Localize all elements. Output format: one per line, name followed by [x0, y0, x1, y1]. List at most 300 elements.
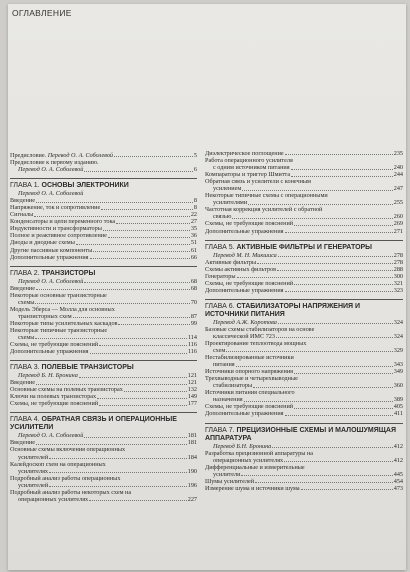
toc-entry — [205, 382, 403, 389]
toc-entry — [205, 340, 403, 347]
leader-dots — [101, 209, 193, 210]
leader-dots — [99, 405, 187, 406]
book-page — [8, 4, 406, 570]
toc-entry — [10, 299, 197, 306]
page-number: 329 — [393, 347, 403, 355]
toc-entry — [10, 386, 197, 393]
entry-title — [205, 485, 300, 492]
page-number: 473 — [393, 484, 403, 492]
leader-dots — [248, 204, 393, 205]
page-number: 244 — [393, 171, 403, 179]
page-number: 61 — [190, 246, 197, 254]
toc-entry — [205, 220, 403, 227]
page-number: 235 — [393, 150, 403, 157]
entry-title — [205, 354, 294, 361]
toc-entry — [205, 192, 403, 199]
chapter-title: ТРАНЗИСТОРЫ — [41, 269, 96, 277]
leader-dots — [34, 216, 189, 217]
leader-dots — [36, 384, 187, 385]
entry-text: схемы — [18, 298, 35, 306]
entry-title — [205, 266, 276, 273]
entry-text: усилителями — [213, 199, 248, 207]
chapter-title: ПРЕЦИЗИОННЫЕ СХЕМЫ И МАЛОШУМЯЩАЯ АППАРАТУРА — [205, 426, 396, 442]
toc-entry — [205, 403, 403, 410]
entry-text: Схемы, не требующие пояснений — [205, 279, 294, 287]
translator-name: Перевод О. А. Соболевой — [18, 190, 84, 198]
page-number: 114 — [187, 333, 197, 341]
leader-dots — [277, 270, 393, 271]
entry-text: Некоторые типичные транзисторные — [10, 326, 108, 334]
page-number: 121 — [187, 379, 197, 387]
page-number: 349 — [393, 368, 403, 376]
chapter-label: ГЛАВА 3. — [10, 364, 42, 372]
toc-entry — [205, 485, 403, 492]
page-number: 278 — [393, 251, 403, 259]
entry-title — [10, 461, 106, 468]
entry-title — [10, 292, 107, 299]
entry-title — [205, 389, 295, 396]
toc-entry — [205, 396, 403, 403]
page-number: 227 — [187, 495, 197, 503]
entry-text: Напряжение, ток и сопротивление — [10, 204, 101, 212]
entry-text: Сигналы — [10, 211, 34, 219]
entry-text: усилители — [213, 470, 241, 478]
leader-dots — [84, 171, 193, 172]
leader-dots — [99, 345, 187, 346]
page-number: 445 — [393, 470, 403, 478]
entry-title — [205, 157, 293, 164]
entry-title — [205, 206, 322, 213]
chapter-heading — [10, 266, 197, 278]
chapter-title: ОБРАТНАЯ СВЯЗЬ И ОПЕРАЦИОННЫЕ УСИЛИТЕЛИ — [10, 416, 177, 432]
toc-entry — [205, 259, 403, 266]
page-number: 288 — [393, 265, 403, 273]
show-through-text — [158, 6, 404, 116]
leader-dots — [114, 156, 193, 157]
page-number: 87 — [190, 312, 197, 320]
entry-text: Введение — [10, 379, 35, 387]
leader-dots — [79, 377, 187, 378]
page-number: 412 — [393, 442, 403, 450]
entry-title — [10, 454, 48, 461]
leader-dots — [276, 337, 393, 338]
page-number: 68 — [190, 284, 197, 292]
entry-title — [205, 403, 293, 410]
entry-title — [205, 228, 284, 235]
toc-entry — [10, 482, 197, 489]
leader-dots — [49, 458, 187, 459]
toc-entry — [10, 461, 197, 468]
page-number: 5 — [193, 152, 197, 159]
entry-title — [10, 197, 35, 204]
entry-title — [205, 287, 284, 294]
entry-title — [10, 211, 33, 218]
entry-title — [10, 313, 72, 320]
entry-text: Конденсаторы и цепи переменного тока — [10, 218, 116, 226]
entry-title — [10, 152, 113, 159]
toc-entry — [10, 475, 197, 482]
toc-entry — [205, 354, 403, 361]
entry-title — [205, 347, 225, 354]
leader-dots — [76, 244, 190, 245]
entry-text: Шумы усилителей — [205, 477, 255, 485]
page-number: 121 — [187, 372, 197, 380]
entry-title — [205, 199, 247, 206]
entry-text: Основные схемы включения операционных — [10, 446, 126, 454]
entry-text: Подробный анализ работы операционных — [10, 474, 121, 482]
entry-text: Предисловие. — [10, 152, 48, 159]
leader-dots — [291, 176, 393, 177]
page-number: 255 — [393, 199, 403, 207]
entry-text: Схемы активных фильтров — [205, 265, 277, 273]
toc-entry — [205, 326, 403, 333]
entry-title — [10, 327, 107, 334]
toc-entry — [10, 468, 197, 475]
page-number: 51 — [190, 239, 197, 247]
page-number: 271 — [393, 227, 403, 235]
entry-title — [205, 478, 254, 485]
toc-entry — [205, 273, 403, 280]
entry-text: Работа операционного усилителя — [205, 157, 293, 165]
entry-text: Некоторые типы усилительных каскадов — [10, 319, 118, 327]
leader-dots — [36, 289, 190, 290]
page-number: 99 — [190, 319, 197, 327]
entry-title — [10, 379, 35, 386]
entry-text: назначения — [213, 396, 243, 404]
translator-line — [205, 319, 403, 326]
entry-translator: Перевод О. А. Соболевой — [47, 152, 114, 159]
leader-dots — [49, 486, 187, 487]
entry-text: Предисловие к первому изданию. — [10, 159, 99, 167]
toc-entry — [205, 457, 403, 464]
entry-title — [205, 368, 293, 375]
entry-title — [205, 150, 284, 157]
toc-entry — [205, 228, 403, 235]
leader-dots — [232, 218, 392, 219]
toc-entry — [205, 199, 403, 206]
toc-entry — [205, 375, 403, 382]
chapter-title: ПОЛЕВЫЕ ТРАНЗИСТОРЫ — [41, 364, 134, 372]
page-number: 181 — [187, 439, 197, 447]
page-number: 360 — [393, 382, 403, 390]
toc-entry — [205, 164, 403, 171]
entry-text: стабилизаторы — [213, 382, 253, 390]
toc-entry — [10, 197, 197, 204]
toc-entry — [10, 489, 197, 496]
toc-entry — [10, 306, 197, 313]
entry-title — [10, 218, 115, 225]
page-number: 190 — [187, 467, 197, 475]
entry-text: Генераторы — [205, 272, 236, 280]
entry-text: усилителей — [18, 453, 49, 461]
translator-name: Перевод Б. Н. Бронина — [18, 372, 78, 380]
entry-title — [205, 375, 298, 382]
page-number: 36 — [190, 232, 197, 240]
toc-entry — [10, 348, 197, 355]
entry-text: Базовые схемы стабилизаторов на основе — [205, 325, 315, 333]
page-number: 240 — [393, 164, 403, 172]
entry-text: усилением — [213, 185, 242, 193]
entry-text: Дополнительные упражнения — [205, 227, 284, 235]
entry-text: Схемы, не требующие пояснений — [10, 400, 99, 408]
toc-entry — [10, 379, 197, 386]
page-number: 260 — [393, 213, 403, 221]
entry-text: Дополнительные упражнения — [205, 286, 284, 294]
entry-title — [205, 340, 306, 347]
toc-entry — [205, 478, 403, 485]
entry-text: классической ИМС 723 — [213, 332, 275, 340]
page-number: 412 — [393, 456, 403, 464]
entry-title — [205, 178, 311, 185]
leader-dots — [278, 256, 393, 257]
entry-title — [10, 386, 123, 393]
toc-entry — [205, 185, 403, 192]
entry-title — [205, 396, 243, 403]
chapter-label: ГЛАВА 1. — [10, 182, 42, 190]
toc-entry — [10, 211, 197, 218]
page-number: 35 — [190, 225, 197, 233]
leader-dots — [108, 237, 190, 238]
entry-text: Схемы, не требующие пояснений — [205, 403, 294, 411]
entry-text: Подробный анализ работы некоторых схем на — [10, 488, 132, 496]
entry-translator: Перевод О. А. Соболевой — [18, 166, 84, 174]
toc-right-column — [205, 150, 403, 492]
toc-entry — [10, 254, 197, 261]
entry-title — [205, 273, 236, 280]
chapter-heading — [205, 299, 403, 319]
toc-entry — [10, 166, 197, 173]
translator-line — [10, 190, 197, 197]
translator-name: Перевод М. Н. Микшиса — [213, 251, 277, 259]
leader-dots — [244, 401, 393, 402]
translator-name: Перевод А.Ж. Коротова — [213, 318, 277, 326]
toc-entry — [10, 320, 197, 327]
leader-dots — [255, 482, 393, 483]
toc-entry — [205, 471, 403, 478]
leader-dots — [226, 351, 392, 352]
entry-title — [10, 247, 92, 254]
page-number: 269 — [393, 220, 403, 228]
leader-dots — [285, 154, 393, 155]
entry-title — [205, 333, 275, 340]
leader-dots — [242, 190, 392, 191]
entry-text: Дополнительные упражнения — [205, 410, 284, 418]
toc-entry — [10, 446, 197, 453]
entry-title — [10, 159, 99, 166]
leader-dots — [301, 489, 393, 490]
chapter-title: АКТИВНЫЕ ФИЛЬТРЫ И ГЕНЕРАТОРЫ — [236, 243, 373, 251]
translator-line — [10, 278, 197, 285]
toc-left-column — [10, 152, 197, 503]
entry-text: Схемы, не требующие пояснений — [10, 341, 99, 349]
toc-entry — [205, 389, 403, 396]
entry-title — [10, 393, 96, 400]
entry-title — [10, 334, 34, 341]
entry-title — [205, 326, 314, 333]
entry-text: операционных усилителях — [213, 456, 284, 464]
chapter-heading — [205, 240, 403, 252]
chapter-label: ГЛАВА 5. — [205, 243, 237, 251]
entry-title — [205, 185, 241, 192]
leader-dots — [257, 263, 393, 264]
leader-dots — [278, 323, 393, 324]
page-number: 8 — [193, 197, 197, 205]
leader-dots — [84, 437, 186, 438]
toc-entry — [10, 152, 197, 159]
toc-entry — [205, 347, 403, 354]
entry-title — [10, 204, 100, 211]
toc-entry — [10, 496, 197, 503]
toc-entry — [205, 333, 403, 340]
entry-text: Проектирование теплоотвода мощных — [205, 339, 307, 347]
entry-text: Разработка прецизионной аппаратуры на — [205, 449, 314, 457]
entry-title — [10, 496, 88, 503]
leader-dots — [253, 387, 393, 388]
leader-dots — [36, 202, 193, 203]
toc-entry — [10, 334, 197, 341]
page-number: 321 — [393, 279, 403, 287]
translator-line — [10, 372, 197, 379]
translator-name: Перевод О. А. Соболевой — [18, 432, 84, 440]
leader-dots — [35, 303, 189, 304]
toc-entry — [205, 410, 403, 417]
page-number: 389 — [393, 396, 403, 404]
entry-text: Источники опорного напряжения — [205, 368, 294, 376]
leader-dots — [241, 475, 392, 476]
page-number: 181 — [187, 432, 197, 440]
toc-entry — [205, 157, 403, 164]
entry-title — [205, 457, 283, 464]
entry-text: Диоды и диодные схемы — [10, 239, 75, 247]
chapter-heading — [10, 360, 197, 372]
leader-dots — [285, 232, 393, 233]
entry-title — [205, 471, 240, 478]
leader-dots — [89, 500, 187, 501]
leader-dots — [90, 258, 190, 259]
entry-title — [10, 320, 117, 327]
leader-dots — [284, 461, 393, 462]
toc-entry — [10, 159, 197, 166]
page-number: 8 — [193, 204, 197, 212]
entry-text: Некоторые типичные схемы с операционными — [205, 192, 328, 200]
entry-text: Модель Эберса — Молла для основных — [10, 305, 115, 313]
page-number: 116 — [187, 348, 197, 356]
page-number: 116 — [187, 341, 197, 349]
toc-entry — [205, 150, 403, 157]
entry-title — [10, 468, 48, 475]
page-number: 6 — [193, 166, 197, 174]
page-number: 343 — [393, 361, 403, 369]
entry-title — [10, 489, 131, 496]
toc-entry — [10, 292, 197, 299]
toc-entry — [205, 361, 403, 368]
entry-text: Дифференциальные и измерительные — [205, 463, 305, 471]
leader-dots — [84, 282, 189, 283]
chapter-heading — [10, 178, 197, 190]
toc-entry — [205, 368, 403, 375]
entry-title — [205, 213, 231, 220]
entry-text: Компараторы и триггер Шмитта — [205, 171, 291, 179]
toc-entry — [10, 239, 197, 246]
leader-dots — [35, 338, 187, 339]
entry-title — [10, 306, 115, 313]
leader-dots — [93, 251, 190, 252]
entry-text: Индуктивности и трансформаторы — [10, 225, 102, 233]
page-number: 68 — [190, 277, 197, 285]
page-number: 177 — [187, 400, 197, 408]
entry-title — [10, 232, 107, 239]
entry-text: усилителях — [18, 467, 49, 475]
entry-text: Дополнительные упражнения — [10, 253, 89, 261]
toc-entry — [205, 178, 403, 185]
entry-text: Измерение шума и источники шума — [205, 484, 300, 492]
entry-text: Диэлектрическое поглощение — [205, 150, 284, 157]
entry-text: Трехвыводные и четырехвыводные — [205, 375, 298, 383]
leader-dots — [97, 398, 187, 399]
entry-text: Активные фильтры — [205, 258, 257, 266]
entry-title — [10, 254, 89, 261]
toc-entry — [205, 287, 403, 294]
entry-title — [10, 166, 83, 173]
page-number: 454 — [393, 477, 403, 485]
toc-entry — [10, 393, 197, 400]
entry-text: Дополнительные упражнения — [10, 348, 89, 356]
entry-title — [10, 400, 98, 407]
leader-dots — [236, 366, 393, 367]
page-number: 323 — [393, 286, 403, 294]
leader-dots — [73, 317, 190, 318]
entry-title — [205, 410, 284, 417]
leader-dots — [116, 223, 190, 224]
leader-dots — [49, 472, 187, 473]
toc-entry — [10, 232, 197, 239]
chapter-title: СТАБИЛИЗАТОРЫ НАПРЯЖЕНИЯ И ИСТОЧНИКИ ПИТАНИЯ — [205, 302, 361, 318]
entry-title — [205, 220, 293, 227]
entry-title — [10, 239, 75, 246]
leader-dots — [294, 408, 393, 409]
leader-dots — [272, 447, 392, 448]
chapter-label: ГЛАВА 2. — [10, 269, 42, 277]
entry-text: Обратная связь и усилители с конечным — [205, 178, 311, 186]
toc-entry — [10, 204, 197, 211]
entry-title — [10, 475, 120, 482]
page-number: 247 — [393, 185, 403, 193]
leader-dots — [36, 444, 187, 445]
entry-text: операционных усилителях — [18, 495, 89, 503]
toc-entry — [10, 454, 197, 461]
page-number: 324 — [393, 318, 403, 326]
entry-text: Другие пассивные компоненты — [10, 246, 93, 254]
page-number: 70 — [190, 298, 197, 306]
toc-entry — [205, 213, 403, 220]
toc-entry — [10, 341, 197, 348]
entry-text: Введение — [10, 284, 35, 292]
entry-title — [205, 450, 313, 457]
translator-line — [205, 443, 403, 450]
toc-entry — [205, 206, 403, 213]
entry-title — [205, 361, 235, 368]
entry-text: Частотная коррекция усилителей с обратной — [205, 206, 323, 214]
leader-dots — [291, 169, 393, 170]
page-number: 132 — [187, 386, 197, 394]
toc-entry — [10, 327, 197, 334]
entry-title — [10, 225, 102, 232]
entry-text: схемы — [18, 333, 35, 341]
entry-text: Схемы, не требующие пояснений — [205, 220, 294, 228]
entry-text: схем — [213, 347, 226, 355]
page-number: 405 — [393, 403, 403, 411]
page-number: 66 — [190, 253, 197, 261]
